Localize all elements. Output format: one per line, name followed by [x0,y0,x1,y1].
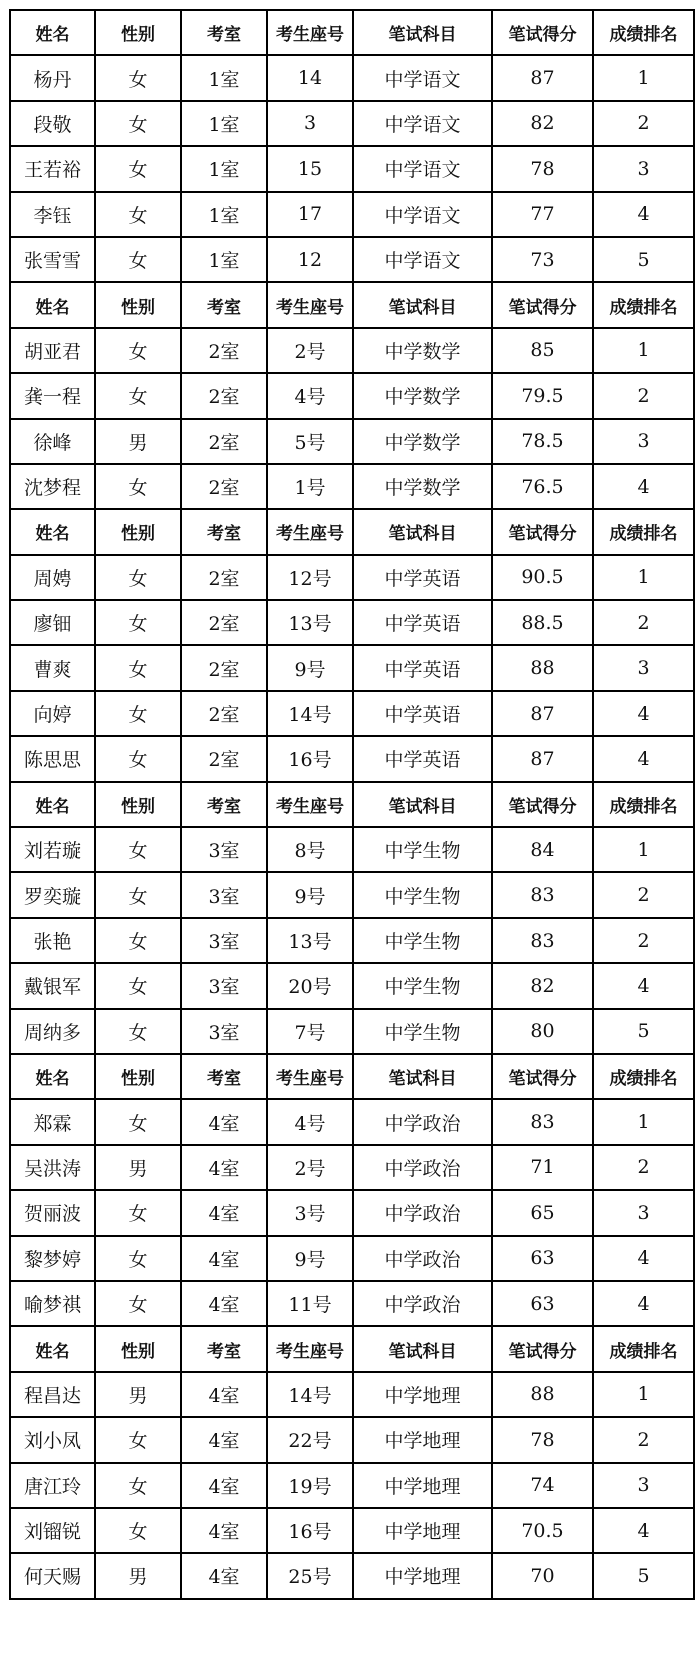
header-subject: 笔试科目 [353,1054,492,1099]
cell-subject: 中学政治 [353,1236,492,1281]
cell-room: 1室 [181,237,267,282]
header-rank: 成绩排名 [593,282,694,327]
header-seat: 考生座号 [267,1326,353,1371]
header-row [10,509,694,554]
cell-name: 黎梦婷 [10,1236,95,1281]
table-row [10,419,694,464]
cell-seat: 7号 [267,1009,353,1054]
cell-rank: 1 [593,328,694,373]
header-subject: 笔试科目 [353,782,492,827]
cell-rank: 2 [593,918,694,963]
cell-subject: 中学地理 [353,1372,492,1417]
cell-subject: 中学政治 [353,1281,492,1326]
cell-score: 82 [492,101,593,146]
cell-rank: 5 [593,1009,694,1054]
cell-subject: 中学数学 [353,328,492,373]
header-gender: 性别 [95,282,181,327]
header-rank: 成绩排名 [593,1326,694,1371]
header-room: 考室 [181,1326,267,1371]
cell-score: 83 [492,1099,593,1144]
cell-name: 喻梦祺 [10,1281,95,1326]
table-row [10,1463,694,1508]
cell-room: 4室 [181,1463,267,1508]
cell-seat: 3号 [267,1190,353,1235]
cell-room: 1室 [181,192,267,237]
cell-name: 何天赐 [10,1553,95,1598]
cell-subject: 中学政治 [353,1145,492,1190]
cell-score: 83 [492,872,593,917]
cell-subject: 中学数学 [353,419,492,464]
table-row [10,1236,694,1281]
cell-score: 88.5 [492,600,593,645]
cell-score: 83 [492,918,593,963]
cell-room: 3室 [181,872,267,917]
cell-score: 78 [492,146,593,191]
header-room: 考室 [181,1054,267,1099]
cell-room: 2室 [181,645,267,690]
cell-room: 2室 [181,419,267,464]
cell-subject: 中学数学 [353,464,492,509]
cell-seat: 2号 [267,328,353,373]
cell-rank: 4 [593,963,694,1008]
table-row [10,1009,694,1054]
cell-score: 74 [492,1463,593,1508]
cell-room: 3室 [181,1009,267,1054]
header-room: 考室 [181,10,267,55]
header-rank: 成绩排名 [593,782,694,827]
header-room: 考室 [181,509,267,554]
cell-rank: 2 [593,872,694,917]
cell-score: 78 [492,1417,593,1462]
table-row [10,464,694,509]
cell-gender: 女 [95,1417,181,1462]
cell-rank: 3 [593,645,694,690]
cell-name: 徐峰 [10,419,95,464]
cell-seat: 1号 [267,464,353,509]
cell-gender: 女 [95,146,181,191]
cell-rank: 1 [593,55,694,100]
cell-subject: 中学英语 [353,691,492,736]
cell-seat: 4号 [267,373,353,418]
cell-room: 4室 [181,1281,267,1326]
cell-gender: 女 [95,1463,181,1508]
cell-rank: 4 [593,691,694,736]
cell-rank: 4 [593,192,694,237]
header-score: 笔试得分 [492,10,593,55]
cell-gender: 女 [95,1508,181,1553]
cell-room: 4室 [181,1508,267,1553]
cell-subject: 中学语文 [353,146,492,191]
cell-name: 向婷 [10,691,95,736]
cell-name: 刘若璇 [10,827,95,872]
cell-score: 85 [492,328,593,373]
cell-name: 李钰 [10,192,95,237]
cell-room: 3室 [181,827,267,872]
cell-subject: 中学语文 [353,101,492,146]
cell-score: 88 [492,645,593,690]
cell-seat: 22号 [267,1417,353,1462]
cell-room: 4室 [181,1417,267,1462]
cell-room: 4室 [181,1553,267,1598]
cell-rank: 3 [593,1463,694,1508]
cell-seat: 13号 [267,918,353,963]
header-seat: 考生座号 [267,509,353,554]
cell-seat: 9号 [267,1236,353,1281]
header-seat: 考生座号 [267,282,353,327]
cell-seat: 3 [267,101,353,146]
cell-score: 63 [492,1236,593,1281]
table-row [10,1553,694,1598]
cell-seat: 14 [267,55,353,100]
table-row [10,600,694,645]
cell-seat: 15 [267,146,353,191]
cell-score: 84 [492,827,593,872]
cell-name: 郑霖 [10,1099,95,1144]
cell-score: 71 [492,1145,593,1190]
cell-rank: 1 [593,1099,694,1144]
cell-gender: 女 [95,1236,181,1281]
cell-seat: 5号 [267,419,353,464]
cell-subject: 中学生物 [353,872,492,917]
cell-score: 82 [492,963,593,1008]
cell-name: 刘镏锐 [10,1508,95,1553]
cell-subject: 中学地理 [353,1463,492,1508]
header-score: 笔试得分 [492,1326,593,1371]
cell-seat: 17 [267,192,353,237]
cell-seat: 13号 [267,600,353,645]
cell-name: 胡亚君 [10,328,95,373]
header-room: 考室 [181,282,267,327]
cell-gender: 女 [95,1009,181,1054]
cell-rank: 2 [593,101,694,146]
cell-seat: 12 [267,237,353,282]
cell-gender: 女 [95,237,181,282]
cell-name: 陈思思 [10,736,95,781]
cell-gender: 女 [95,464,181,509]
cell-name: 廖钿 [10,600,95,645]
table-row [10,101,694,146]
cell-room: 1室 [181,55,267,100]
cell-subject: 中学英语 [353,555,492,600]
cell-subject: 中学生物 [353,918,492,963]
cell-room: 3室 [181,918,267,963]
cell-subject: 中学地理 [353,1417,492,1462]
header-subject: 笔试科目 [353,282,492,327]
cell-subject: 中学语文 [353,237,492,282]
header-name: 姓名 [10,282,95,327]
header-gender: 性别 [95,1326,181,1371]
header-subject: 笔试科目 [353,10,492,55]
cell-score: 77 [492,192,593,237]
cell-seat: 11号 [267,1281,353,1326]
cell-rank: 2 [593,1145,694,1190]
cell-gender: 女 [95,1190,181,1235]
cell-seat: 8号 [267,827,353,872]
header-room: 考室 [181,782,267,827]
header-row [10,782,694,827]
cell-seat: 20号 [267,963,353,1008]
table-row [10,555,694,600]
table-row [10,1099,694,1144]
cell-score: 78.5 [492,419,593,464]
cell-seat: 4号 [267,1099,353,1144]
cell-gender: 女 [95,827,181,872]
header-score: 笔试得分 [492,282,593,327]
cell-gender: 女 [95,691,181,736]
header-gender: 性别 [95,10,181,55]
cell-name: 贺丽波 [10,1190,95,1235]
table-row [10,1417,694,1462]
table-row [10,872,694,917]
cell-name: 戴银军 [10,963,95,1008]
header-seat: 考生座号 [267,1054,353,1099]
cell-name: 周娉 [10,555,95,600]
cell-gender: 女 [95,555,181,600]
cell-rank: 4 [593,1236,694,1281]
cell-gender: 女 [95,963,181,1008]
cell-score: 80 [492,1009,593,1054]
table-row [10,736,694,781]
cell-room: 4室 [181,1372,267,1417]
cell-room: 4室 [181,1236,267,1281]
header-name: 姓名 [10,10,95,55]
cell-room: 1室 [181,101,267,146]
cell-room: 2室 [181,555,267,600]
cell-name: 王若裕 [10,146,95,191]
cell-room: 4室 [181,1190,267,1235]
cell-name: 沈梦程 [10,464,95,509]
cell-name: 龚一程 [10,373,95,418]
header-score: 笔试得分 [492,1054,593,1099]
cell-score: 70 [492,1553,593,1598]
table-row [10,1190,694,1235]
cell-name: 吴洪涛 [10,1145,95,1190]
table-row [10,827,694,872]
cell-gender: 女 [95,872,181,917]
header-gender: 性别 [95,509,181,554]
cell-score: 63 [492,1281,593,1326]
cell-score: 79.5 [492,373,593,418]
header-rank: 成绩排名 [593,1054,694,1099]
cell-rank: 4 [593,1281,694,1326]
cell-subject: 中学英语 [353,645,492,690]
cell-score: 73 [492,237,593,282]
header-rank: 成绩排名 [593,509,694,554]
cell-name: 杨丹 [10,55,95,100]
header-seat: 考生座号 [267,10,353,55]
cell-name: 张艳 [10,918,95,963]
cell-room: 4室 [181,1145,267,1190]
header-score: 笔试得分 [492,509,593,554]
header-name: 姓名 [10,782,95,827]
cell-room: 1室 [181,146,267,191]
cell-seat: 19号 [267,1463,353,1508]
cell-room: 2室 [181,373,267,418]
table-row [10,1508,694,1553]
table-row [10,237,694,282]
cell-subject: 中学语文 [353,55,492,100]
exam-results-table [9,9,695,1600]
cell-gender: 女 [95,1281,181,1326]
cell-gender: 女 [95,645,181,690]
cell-rank: 4 [593,736,694,781]
header-gender: 性别 [95,782,181,827]
cell-name: 程昌达 [10,1372,95,1417]
header-row [10,10,694,55]
table-row [10,1281,694,1326]
cell-name: 罗奕璇 [10,872,95,917]
cell-room: 2室 [181,464,267,509]
cell-seat: 14号 [267,1372,353,1417]
table-row [10,1145,694,1190]
cell-name: 张雪雪 [10,237,95,282]
cell-seat: 14号 [267,691,353,736]
cell-gender: 女 [95,736,181,781]
cell-gender: 女 [95,328,181,373]
cell-gender: 男 [95,419,181,464]
header-gender: 性别 [95,1054,181,1099]
cell-subject: 中学英语 [353,600,492,645]
cell-rank: 3 [593,419,694,464]
cell-seat: 16号 [267,1508,353,1553]
cell-rank: 2 [593,600,694,645]
cell-subject: 中学生物 [353,1009,492,1054]
cell-subject: 中学政治 [353,1099,492,1144]
cell-rank: 4 [593,464,694,509]
cell-subject: 中学地理 [353,1508,492,1553]
header-score: 笔试得分 [492,782,593,827]
table-row [10,328,694,373]
cell-room: 2室 [181,736,267,781]
cell-subject: 中学生物 [353,963,492,1008]
cell-score: 90.5 [492,555,593,600]
cell-gender: 男 [95,1553,181,1598]
header-name: 姓名 [10,1326,95,1371]
cell-seat: 9号 [267,872,353,917]
cell-room: 3室 [181,963,267,1008]
header-row [10,282,694,327]
header-name: 姓名 [10,509,95,554]
header-row [10,1326,694,1371]
cell-subject: 中学生物 [353,827,492,872]
cell-score: 87 [492,691,593,736]
table-row [10,192,694,237]
cell-rank: 1 [593,827,694,872]
header-subject: 笔试科目 [353,509,492,554]
cell-name: 曹爽 [10,645,95,690]
cell-rank: 2 [593,1417,694,1462]
cell-subject: 中学数学 [353,373,492,418]
table-row [10,373,694,418]
cell-room: 4室 [181,1099,267,1144]
cell-name: 周纳多 [10,1009,95,1054]
cell-gender: 女 [95,101,181,146]
table-row [10,918,694,963]
table-row [10,1372,694,1417]
cell-room: 2室 [181,328,267,373]
cell-rank: 5 [593,237,694,282]
cell-gender: 女 [95,1099,181,1144]
cell-score: 88 [492,1372,593,1417]
cell-rank: 1 [593,1372,694,1417]
cell-subject: 中学政治 [353,1190,492,1235]
cell-score: 70.5 [492,1508,593,1553]
header-seat: 考生座号 [267,782,353,827]
cell-rank: 4 [593,1508,694,1553]
table-row [10,645,694,690]
cell-name: 刘小凤 [10,1417,95,1462]
cell-seat: 2号 [267,1145,353,1190]
cell-name: 唐江玲 [10,1463,95,1508]
cell-room: 2室 [181,691,267,736]
cell-score: 65 [492,1190,593,1235]
cell-name: 段敬 [10,101,95,146]
cell-score: 87 [492,55,593,100]
cell-subject: 中学地理 [353,1553,492,1598]
cell-seat: 25号 [267,1553,353,1598]
cell-seat: 12号 [267,555,353,600]
table-row [10,55,694,100]
cell-seat: 9号 [267,645,353,690]
cell-rank: 3 [593,1190,694,1235]
cell-rank: 3 [593,146,694,191]
header-name: 姓名 [10,1054,95,1099]
header-rank: 成绩排名 [593,10,694,55]
table-row [10,963,694,1008]
cell-gender: 男 [95,1372,181,1417]
cell-rank: 1 [593,555,694,600]
cell-score: 76.5 [492,464,593,509]
cell-seat: 16号 [267,736,353,781]
cell-gender: 女 [95,600,181,645]
header-row [10,1054,694,1099]
table-row [10,146,694,191]
cell-subject: 中学语文 [353,192,492,237]
cell-gender: 男 [95,1145,181,1190]
header-subject: 笔试科目 [353,1326,492,1371]
cell-gender: 女 [95,192,181,237]
cell-score: 87 [492,736,593,781]
cell-subject: 中学英语 [353,736,492,781]
cell-gender: 女 [95,918,181,963]
cell-gender: 女 [95,55,181,100]
cell-gender: 女 [95,373,181,418]
cell-room: 2室 [181,600,267,645]
table-row [10,691,694,736]
cell-rank: 2 [593,373,694,418]
cell-rank: 5 [593,1553,694,1598]
